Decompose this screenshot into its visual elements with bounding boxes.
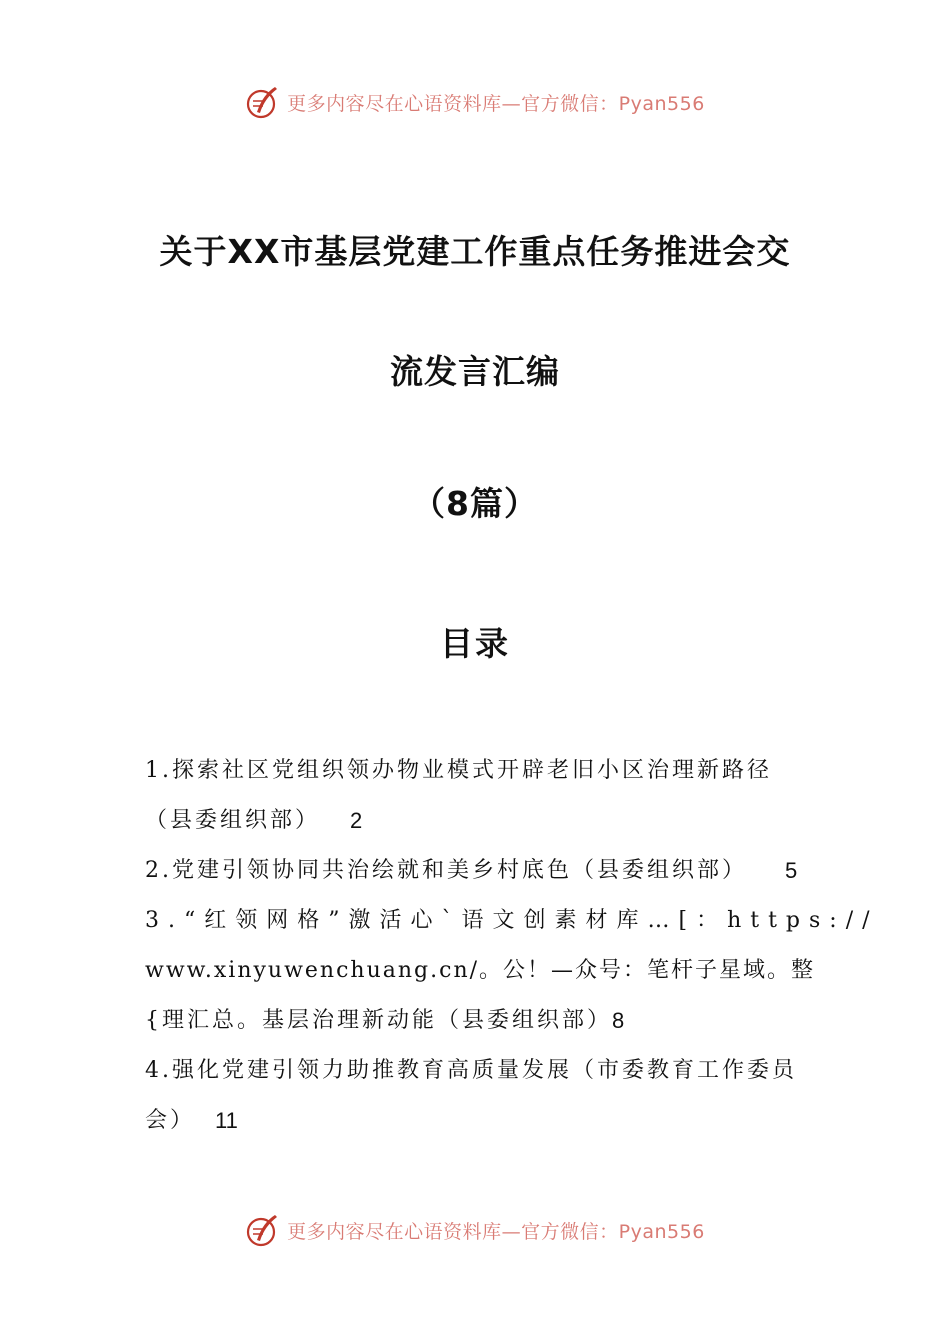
toc-entry-2-line-a: 2.党建引领协同共治绘就和美乡村底色（县委组织部） [145, 858, 747, 883]
watermark-text: 更多内容尽在心语资料库—官方微信：Pyan556 [287, 92, 705, 115]
toc-entry-3-page: 8 [612, 1008, 625, 1033]
watermark-text: 更多内容尽在心语资料库—官方微信：Pyan556 [287, 1220, 705, 1243]
toc-entry-4[interactable] [145, 1046, 805, 1146]
table-of-contents [145, 746, 879, 1146]
document-title-line1: 关于XX市基层党建工作重点任务推进会交 [159, 232, 791, 271]
toc-entry-3-line-c: {理汇总。基层治理新动能（县委组织部） [145, 1008, 612, 1033]
quill-logo-icon [245, 1212, 281, 1248]
toc-entry-4-line-a: 4.强化党建引领力助推教育高质量发展（市委教育工作委员 [145, 1058, 797, 1083]
toc-entry-3-line-a: 3.“红领网格”激活心`语文创素材库…[：https:// [145, 908, 879, 933]
toc-entry-1-line-b: （县委组织部） [145, 808, 321, 833]
toc-entry-3-line-b: www.xinyuwenchuang.cn/。公！—众号：笔杆子星域。整 [145, 958, 816, 983]
document-title-line2: 流发言汇编 [390, 352, 560, 391]
toc-entry-2-page: 5 [785, 858, 798, 883]
watermark-banner-bottom [0, 1210, 950, 1250]
toc-entry-4-page: 11 [215, 1108, 238, 1133]
toc-entry-2[interactable] [145, 846, 805, 896]
toc-heading: 目录 [440, 624, 510, 663]
toc-entry-4-line-b: 会） [145, 1108, 196, 1133]
toc-entry-1-page: 2 [350, 808, 363, 833]
toc-entry-3[interactable] [145, 896, 879, 1046]
document-title-count: （8篇） [412, 484, 538, 523]
toc-entry-1-line-a: 1.探索社区党组织领办物业模式开辟老旧小区治理新路径 [145, 758, 772, 783]
toc-entry-1[interactable] [145, 746, 805, 846]
watermark-banner-top [0, 82, 950, 122]
quill-logo-icon [245, 84, 281, 120]
